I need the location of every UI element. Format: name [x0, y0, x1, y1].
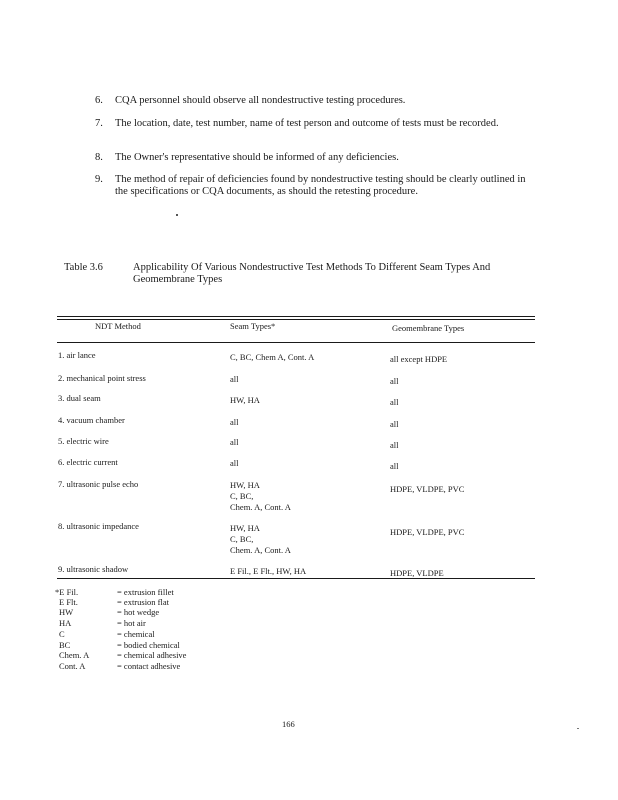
- footnote-def: = contact adhesive: [117, 661, 181, 671]
- table-top-rule-2: [57, 319, 535, 320]
- table-cell-seam: [230, 374, 239, 385]
- table-cell-seam: [230, 480, 291, 513]
- header-seam-types: Seam Types*: [230, 321, 276, 331]
- table-cell-geomembrane: HDPE, VLDPE: [390, 568, 444, 578]
- footnote-def: = bodied chemical: [117, 640, 180, 650]
- footnote-def: = chemical adhesive: [117, 650, 187, 660]
- table-cell-method: 3. dual seam: [58, 393, 101, 403]
- item-text: The location, date, test number, name of test person and outcome of tests must be recorded.: [115, 118, 499, 129]
- table-cell-seam: [230, 352, 314, 363]
- header-geomembrane-types: Geomembrane Types: [392, 323, 465, 333]
- footnote-def: = hot wedge: [117, 607, 160, 617]
- seam-line: Chem. A, Cont. A: [230, 545, 291, 555]
- table-label: Table 3.6: [64, 262, 103, 273]
- table-cell-seam: [230, 458, 239, 469]
- item-number: 8.: [95, 152, 103, 163]
- table-cell-geomembrane: all: [390, 397, 399, 407]
- item-text: CQA personnel should observe all nondestructive testing procedures.: [115, 95, 406, 106]
- table-bottom-rule: [57, 578, 535, 579]
- table-cell-method: 1. air lance: [58, 350, 96, 360]
- seam-line: HW, HA: [230, 395, 260, 405]
- page-number: 166: [282, 719, 295, 729]
- footnote-def: = extrusion flat: [117, 597, 170, 607]
- seam-line: HW, HA: [230, 523, 260, 533]
- footnote-abbr: Cont. A: [59, 661, 86, 671]
- table-cell-seam: [230, 417, 239, 428]
- header-ndt-method: NDT Method: [95, 321, 141, 331]
- item-text: The Owner's representative should be informed of any deficiencies.: [115, 152, 399, 163]
- table-cell-method: 8. ultrasonic impedance: [58, 521, 139, 531]
- table-cell-geomembrane: HDPE, VLDPE, PVC: [390, 527, 465, 537]
- seam-line: C, BC, Chem A, Cont. A: [230, 352, 315, 362]
- table-cell-seam: [230, 566, 306, 577]
- footnote-abbr: BC: [59, 640, 71, 650]
- footnote-abbr: C: [59, 629, 65, 639]
- table-cell-method: 5. electric wire: [58, 436, 109, 446]
- table-cell-method: 4. vacuum chamber: [58, 415, 125, 425]
- table-cell-method: 9. ultrasonic shadow: [58, 564, 129, 574]
- footnote-def: = hot air: [117, 618, 146, 628]
- seam-line: all: [230, 458, 239, 468]
- seam-line: C, BC,: [230, 491, 254, 501]
- table-cell-method: 7. ultrasonic pulse echo: [58, 479, 139, 489]
- footnote-abbr: HW: [59, 607, 74, 617]
- table-cell-geomembrane: all: [390, 419, 399, 429]
- table-cell-geomembrane: all except HDPE: [390, 354, 448, 364]
- table-cell-seam: [230, 437, 239, 448]
- stray-mark: [577, 728, 579, 729]
- table-cell-seam: [230, 395, 260, 406]
- table-cell-geomembrane: all: [390, 440, 399, 450]
- table-cell-method: 6. electric current: [58, 457, 118, 467]
- seam-line: C, BC,: [230, 534, 254, 544]
- footnote-abbr: *E Fil.: [55, 587, 79, 597]
- table-cell-geomembrane: all: [390, 461, 399, 471]
- footnote-abbr: HA: [59, 618, 72, 628]
- seam-line: Chem. A, Cont. A: [230, 502, 291, 512]
- item-number: 7.: [95, 118, 103, 129]
- seam-line: all: [230, 374, 239, 384]
- seam-line: all: [230, 437, 239, 447]
- item-number: 9.: [95, 174, 103, 185]
- table-header-rule: [57, 342, 535, 343]
- table-cell-geomembrane: all: [390, 376, 399, 386]
- table-cell-geomembrane: HDPE, VLDPE, PVC: [390, 484, 465, 494]
- item-text: The method of repair of deficiencies found by nondestructive testing should be clearly outlined in the specifications or CQA documents, as should the retesting procedure.: [115, 174, 526, 197]
- seam-line: all: [230, 417, 239, 427]
- table-cell-seam: [230, 523, 291, 556]
- table-cell-method: 2. mechanical point stress: [58, 373, 146, 383]
- footnote-def: = chemical: [117, 629, 155, 639]
- footnote-abbr: E Flt.: [59, 597, 78, 607]
- seam-line: HW, HA: [230, 480, 260, 490]
- footnote-abbr: Chem. A: [59, 650, 90, 660]
- stray-mark: [176, 214, 178, 216]
- table-top-rule: [57, 316, 535, 317]
- footnote-def: = extrusion fillet: [117, 587, 174, 597]
- seam-line: E Fil., E Flt., HW, HA: [230, 566, 307, 576]
- item-number: 6.: [95, 95, 103, 106]
- table-title: Applicability Of Various Nondestructive Test Methods To Different Seam Types And Geomembrane Types: [133, 262, 491, 285]
